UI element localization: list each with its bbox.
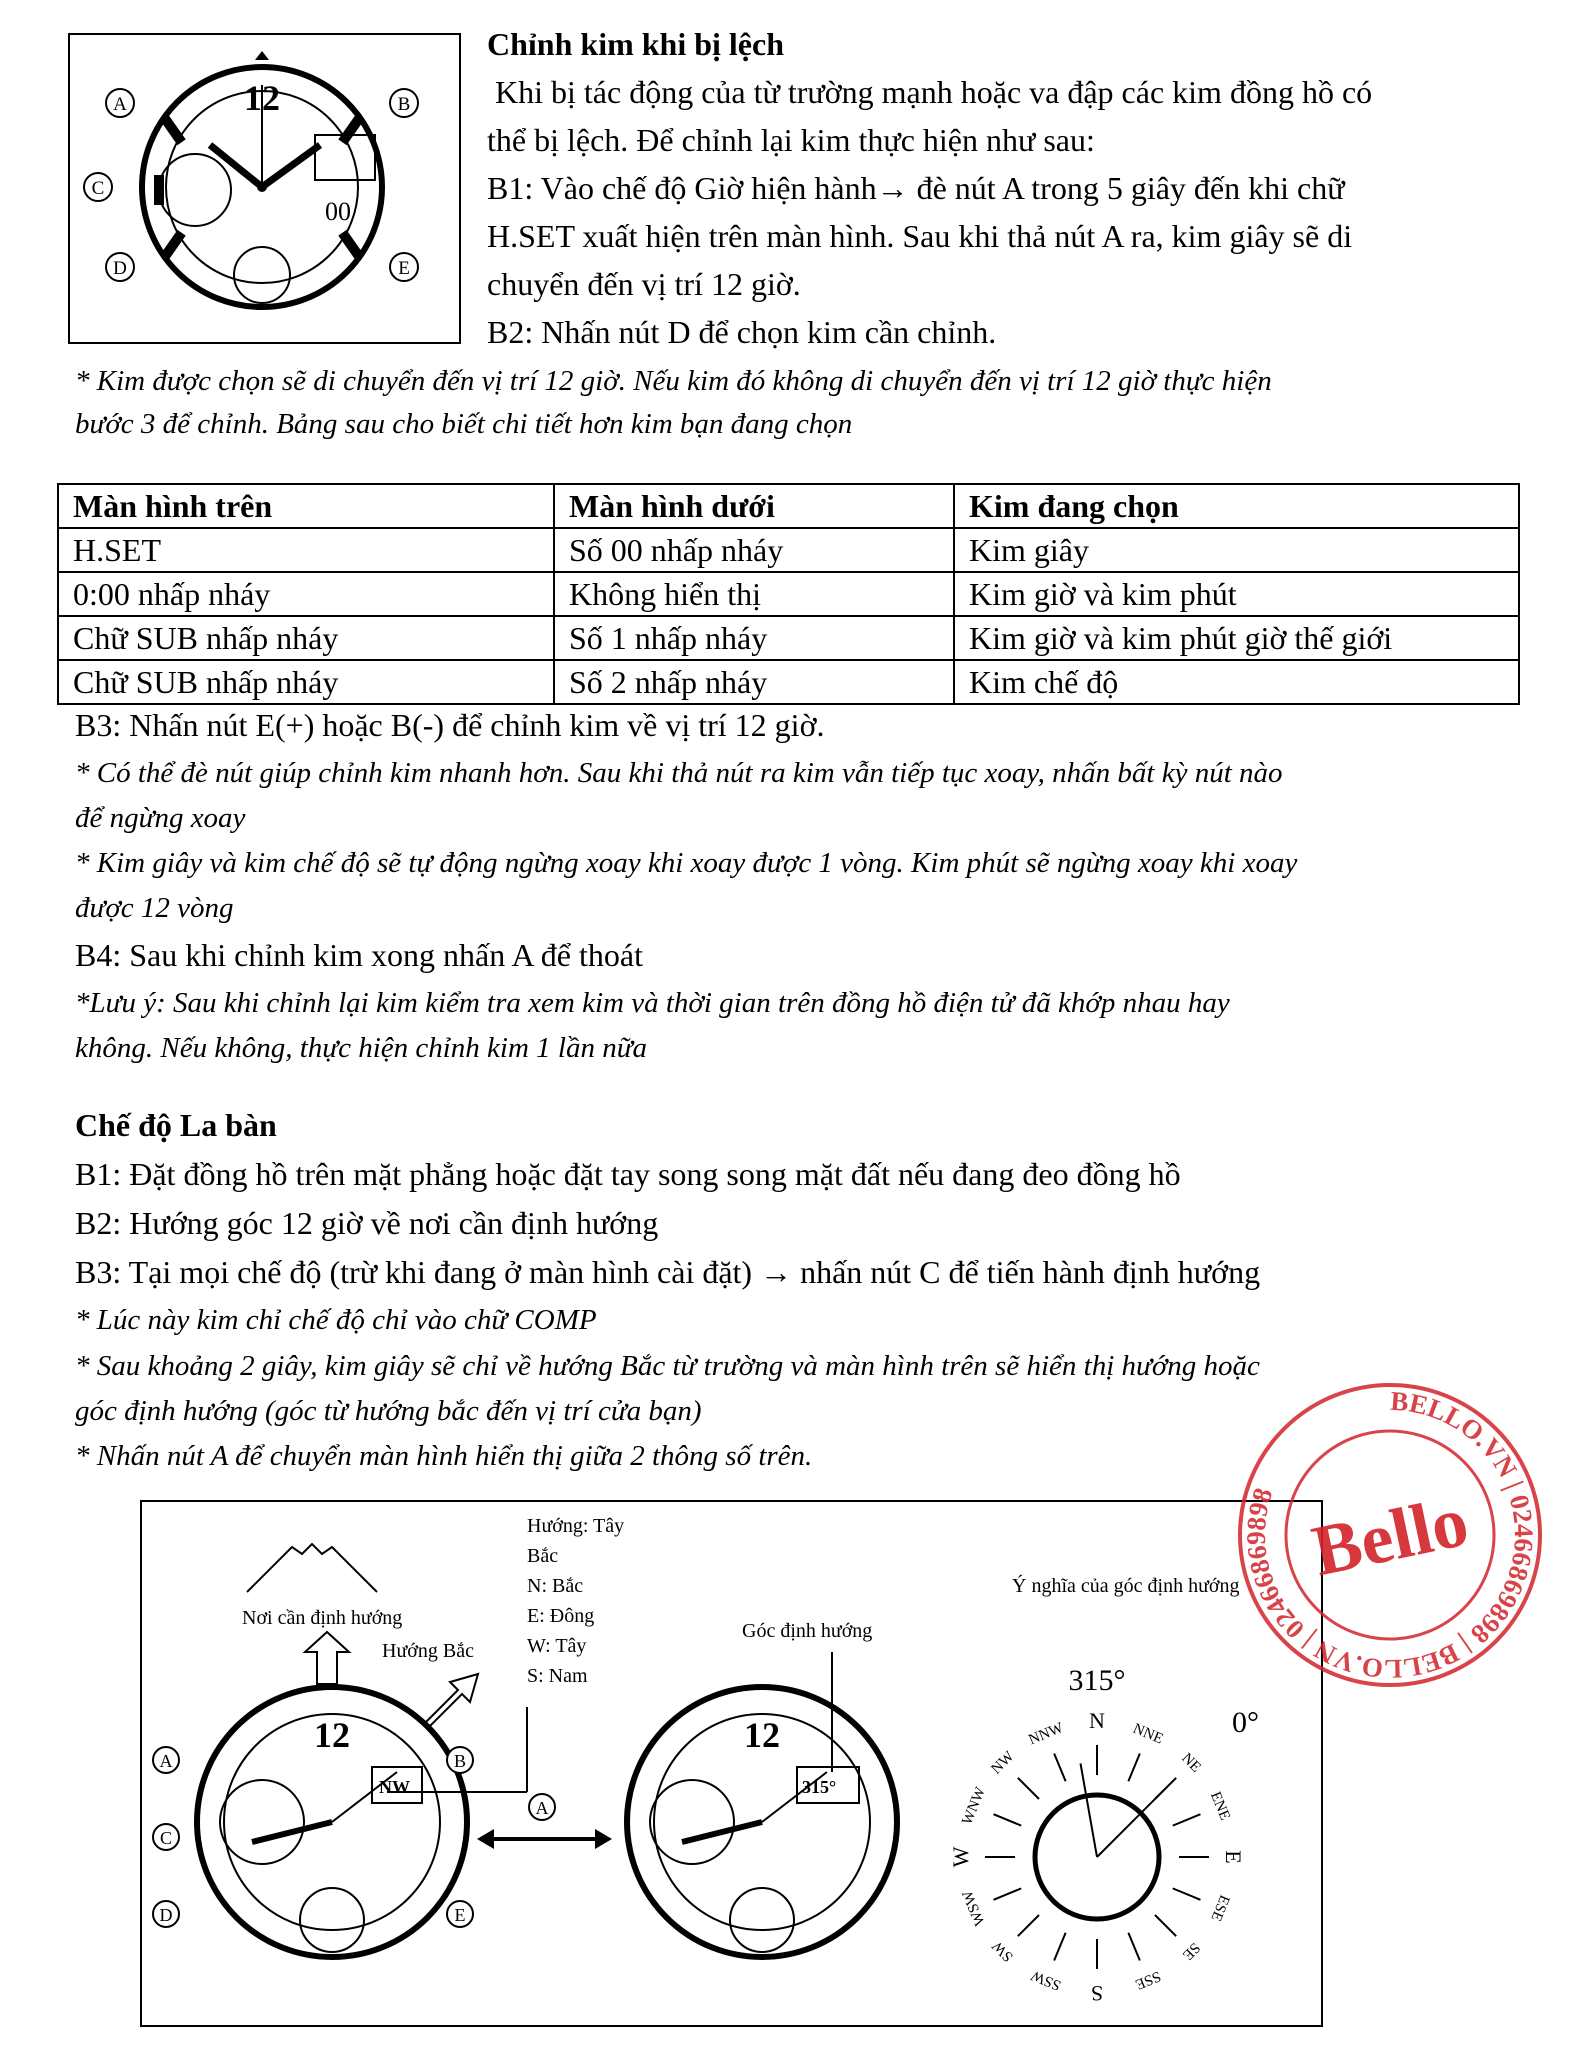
compass-tick	[1128, 1754, 1139, 1782]
compass-point-label: ENE	[1206, 1789, 1233, 1823]
compass-tick	[1054, 1754, 1065, 1782]
note-line: * Kim được chọn sẽ di chuyển đến vị trí 12 giờ. Nếu kim đó không di chuyển đến vị trí 12 giờ thực hiện	[75, 365, 1272, 397]
compass-tick	[1018, 1778, 1039, 1799]
swap-button-label: A	[535, 1798, 549, 1818]
table-cell: Kim chế độ	[954, 660, 1519, 704]
label-target: Nơi cần định hướng	[242, 1607, 403, 1629]
table-header: Kim đang chọn	[954, 484, 1519, 528]
compass-point-label: NW	[988, 1748, 1018, 1778]
watch1-digital: 00	[325, 197, 351, 226]
note-line: bước 3 để chỉnh. Bảng sau cho biết chi tiết hơn kim bạn đang chọn	[75, 408, 853, 440]
table-cell: Kim giờ và kim phút	[954, 572, 1519, 616]
note-line: để ngừng xoay	[75, 802, 246, 834]
compass-point-label: SSE	[1132, 1967, 1163, 1993]
note-line: *Lưu ý: Sau khi chỉnh lại kim kiểm tra xem kim và thời gian trên đồng hồ điện tử đã khớp nhau hay	[75, 987, 1230, 1019]
watch1-twelve: 12	[244, 78, 280, 118]
watch-left-btn-b: B	[453, 1751, 467, 1771]
label-angle: Góc định hướng	[742, 1620, 873, 1642]
intro-line: B2: Nhấn nút D để chọn kim cần chỉnh.	[487, 314, 997, 350]
heading-line	[1081, 1763, 1097, 1857]
watch1-btn-e: E	[398, 258, 410, 279]
table-row	[58, 616, 1519, 660]
watch-left-btn-d: D	[159, 1905, 173, 1925]
table-cell: Số 2 nhấp nháy	[554, 660, 954, 704]
note-line: được 12 vòng	[75, 892, 234, 924]
table-row	[58, 660, 1519, 704]
compass-tick	[1155, 1915, 1176, 1936]
compass-tick	[1173, 1888, 1201, 1899]
legend-item: S: Nam	[527, 1665, 588, 1687]
compass-point-label: S	[1090, 1981, 1104, 2006]
step-b4: B4: Sau khi chỉnh kim xong nhấn A để thoát	[75, 937, 643, 973]
intro-line: chuyển đến vị trí 12 giờ.	[487, 266, 801, 302]
legend-item: Hướng: Tây	[527, 1515, 625, 1537]
table-cell: H.SET	[58, 528, 554, 572]
compass-point-label: SE	[1179, 1939, 1203, 1963]
compass-deg: 315°	[1068, 1664, 1126, 1697]
legend-item: Bắc	[527, 1545, 559, 1567]
compass-point-label: WSW	[959, 1887, 989, 1928]
compass-tick	[1173, 1814, 1201, 1825]
watch-left-btn-c: C	[159, 1828, 173, 1848]
note-line: góc định hướng (góc từ hướng bắc đến vị trí cửa bạn)	[75, 1395, 702, 1427]
table-cell: Kim giờ và kim phút giờ thế giới	[954, 616, 1519, 660]
intro-line: Khi bị tác động của từ trường mạnh hoặc va đập các kim đồng hồ có	[487, 74, 1373, 110]
compass-point-label: SSW	[1028, 1966, 1064, 1994]
bello-stamp	[1225, 1370, 1555, 1700]
compass-point-label: WNW	[959, 1784, 990, 1828]
compass-point-label: N	[1089, 1708, 1105, 1733]
direction-legend	[527, 1515, 624, 1687]
table-cell: Kim giây	[954, 528, 1519, 572]
watch1-btn-b: B	[397, 94, 411, 115]
table-cell: Không hiển thị	[554, 572, 954, 616]
watch-right-deg: 315°	[802, 1777, 837, 1797]
watch1-btn-c: C	[91, 178, 105, 199]
table-row	[58, 572, 1519, 616]
note-line: * Sau khoảng 2 giây, kim giây sẽ chỉ về hướng Bắc từ trường và màn hình trên sẽ hiển thị hướng hoặc	[75, 1350, 1260, 1382]
legend-item: E: Đông	[527, 1605, 595, 1627]
note-line: * Kim giây và kim chế độ sẽ tự động ngừng xoay khi xoay được 1 vòng. Kim phút sẽ ngừng xoay khi xoay	[75, 847, 1298, 879]
compass-rose	[948, 1708, 1246, 2006]
compass-point-label: NNW	[1026, 1719, 1066, 1749]
note-line: * Lúc này kim chỉ chế độ chỉ vào chữ COMP	[75, 1304, 597, 1336]
compass-step: B3: Tại mọi chế độ (trừ khi đang ở màn hình cài đặt) → nhấn nút C để tiến hành định hướng	[75, 1254, 1261, 1290]
note-line: * Có thể đè nút giúp chỉnh kim nhanh hơn. Sau khi thả nút ra kim vẫn tiếp tục xoay, nhấn bất kỳ nút nào	[75, 757, 1283, 789]
north-needle	[1097, 1790, 1164, 1857]
note-line: * Nhấn nút A để chuyển màn hình hiển thị giữa 2 thông số trên.	[75, 1440, 813, 1472]
label-meaning: Ý nghĩa của góc định hướng	[1012, 1575, 1240, 1597]
compass-tick	[1018, 1915, 1039, 1936]
section2-title: Chế độ La bàn	[75, 1107, 277, 1143]
compass-point-label: ESE	[1207, 1892, 1233, 1924]
section1-title: Chỉnh kim khi bị lệch	[487, 26, 784, 62]
watch-figure-1	[68, 33, 461, 344]
watch-left-nw: NW	[379, 1777, 410, 1797]
compass-figure	[140, 1500, 1323, 2027]
table-cell: Số 1 nhấp nháy	[554, 616, 954, 660]
compass-zero: 0°	[1232, 1706, 1259, 1739]
watch1-btn-a: A	[113, 94, 127, 115]
table-row	[58, 528, 1519, 572]
table-cell: Chữ SUB nhấp nháy	[58, 616, 554, 660]
table-cell: Chữ SUB nhấp nháy	[58, 660, 554, 704]
intro-line: B1: Vào chế độ Giờ hiện hành→ đè nút A trong 5 giây đến khi chữ	[487, 170, 1345, 206]
intro-line: thể bị lệch. Để chỉnh lại kim thực hiện như sau:	[487, 122, 1095, 158]
compass-step: B2: Hướng góc 12 giờ về nơi cần định hướng	[75, 1205, 659, 1241]
watch-right-twelve: 12	[744, 1715, 780, 1755]
stamp-ring-text: BELLO.VN | 02466869898 | BELLO.VN | 02466869898	[1240, 1385, 1540, 1685]
legend-item: W: Tây	[527, 1635, 587, 1657]
compass-point-label: NNE	[1130, 1720, 1166, 1748]
compass-point-label: E	[1221, 1850, 1246, 1864]
hands-table	[57, 483, 1520, 705]
compass-tick	[994, 1888, 1022, 1899]
compass-tick	[1128, 1933, 1139, 1961]
watch1-btn-d: D	[113, 258, 127, 279]
compass-tick	[994, 1814, 1022, 1825]
table-cell: Số 00 nhấp nháy	[554, 528, 954, 572]
table-cell: 0:00 nhấp nháy	[58, 572, 554, 616]
watch-right	[627, 1687, 897, 1957]
compass-point-label: NE	[1178, 1750, 1204, 1776]
intro-block	[487, 20, 1557, 356]
table-header: Màn hình dưới	[554, 484, 954, 528]
watch-left-btn-e: E	[454, 1905, 466, 1925]
step-b3: B3: Nhấn nút E(+) hoặc B(-) để chỉnh kim về vị trí 12 giờ.	[75, 707, 825, 743]
watch-left-btn-a: A	[159, 1751, 173, 1771]
intro-line: H.SET xuất hiện trên màn hình. Sau khi thả nút A ra, kim giây sẽ di	[487, 218, 1353, 254]
table-header-row	[58, 484, 1519, 528]
compass-tick	[1054, 1933, 1065, 1961]
watch-left	[153, 1687, 473, 1957]
watch-left-twelve: 12	[314, 1715, 350, 1755]
note-line: không. Nếu không, thực hiện chỉnh kim 1 lần nữa	[75, 1032, 648, 1064]
table-header: Màn hình trên	[58, 484, 554, 528]
compass-step: B1: Đặt đồng hồ trên mặt phẳng hoặc đặt tay song song mặt đất nếu đang đeo đồng hồ	[75, 1156, 1181, 1192]
legend-item: N: Bắc	[527, 1575, 584, 1597]
compass-point-label: SW	[989, 1937, 1017, 1965]
stamp-brand: Bello	[1305, 1480, 1475, 1592]
compass-point-label: W	[948, 1846, 973, 1868]
label-north: Hướng Bắc	[382, 1640, 474, 1662]
